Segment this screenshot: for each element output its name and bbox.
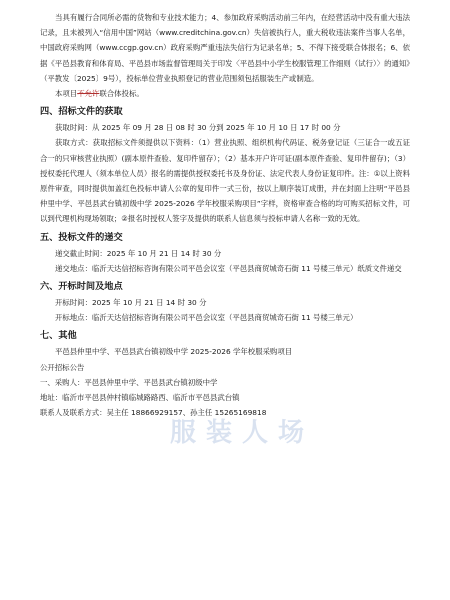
buyer-line: 一、采购人：平邑县仲里中学、平邑县武台镇初级中学: [40, 377, 218, 387]
submission-place: 递交地点：临沂天达信招标咨询有限公司平邑会议室（平邑县商贸城奇石街 11 号楼三单元）纸质文件递交: [55, 263, 402, 273]
section-7-heading: 七、其他: [40, 330, 77, 342]
acquisition-method: 获取方式：获取招标文件须提供以下资料：（1）营业执照、组织机构代码证、税务登记证（三证合一或五证合一的只审核营业执照）(副本原件查验、复印件留存）；（2）基本开户许可证(副本原件查验、复印件留存)；（3）授权委托代理人（须本单位人员）报名的需提供授权委托书及身份证、法定代表人身份证复印件。注：①以上资料原件审查，同时提供加盖红色投标申请人公章的复印件一式三份，按以上顺序装订成册，并在封面上注明“平邑县仲里中学、平邑县武台镇初级中学 2025-2026 学年校服采购项目”字样，资格审查合格的均可购买招标文件，可以到代理机构现场领取；②报名时授权人签字及提供的联系人信息须与投标申请人名称一致的无效。: [40, 138, 410, 224]
project-name: 平邑县仲里中学、平邑县武台镇初级中学 2025-2026 学年校服采购项目: [55, 347, 293, 357]
acquisition-time: 获取时间：从 2025 年 09 月 28 日 08 时 30 分到 2025 年 10 月 10 日 17 时 00 分: [55, 123, 341, 133]
consortium-prefix: 本项目: [55, 89, 78, 99]
opening-time: 开标时间：2025 年 10 月 21 日 14 时 30 分: [55, 298, 207, 308]
contact-line: 联系人及联系方式：吴主任 18866929157、孙主任 15265169818: [40, 408, 267, 418]
opening-place: 开标地点：临沂天达信招标咨询有限公司平邑会议室（平邑县商贸城奇石街 11 号楼三单元）: [55, 313, 358, 323]
submission-deadline: 递交截止时间：2025 年 10 月 21 日 14 时 30 分: [55, 248, 222, 258]
section-5-heading: 五、投标文件的递交: [40, 231, 123, 243]
qualification-paragraph: 当具有履行合同所必需的货物和专业技术能力；4、参加政府采购活动前三年内，在经营活动中没有重大违法记录，且未被列入“信用中国”网站（www.creditchina.gov.cn）失信被执行人，重大税收违法案件当事人名单，中国政府采购网（www.ccgp.gov.cn）政府采购严重违法失信行为记录名单；5、不得下接受联合体报名；6、依据《平邑县教育和体育局、平邑县市场监督管理局关于印发〈平邑县中小学生校服管理工作细则（试行）〉的通知》（平教发〔2025〕9号），投标单位营业执照登记的营业范围须包括服装生产或制造。: [40, 13, 410, 83]
consortium-suffix: 联合体投标。: [99, 89, 144, 99]
section-6-heading: 六、开标时间及地点: [40, 281, 123, 293]
consortium-paragraph: [40, 86, 410, 101]
address-line: 地址：临沂市平邑县仲村镇临城路路西、临沂市平邑县武台镇: [40, 393, 240, 403]
consortium-strike: 不允许: [77, 89, 100, 99]
watermark: 服装人场: [170, 418, 315, 448]
section-4-heading: 四、招标文件的获取: [40, 106, 123, 118]
notice-title: 公开招标公告: [40, 362, 85, 372]
